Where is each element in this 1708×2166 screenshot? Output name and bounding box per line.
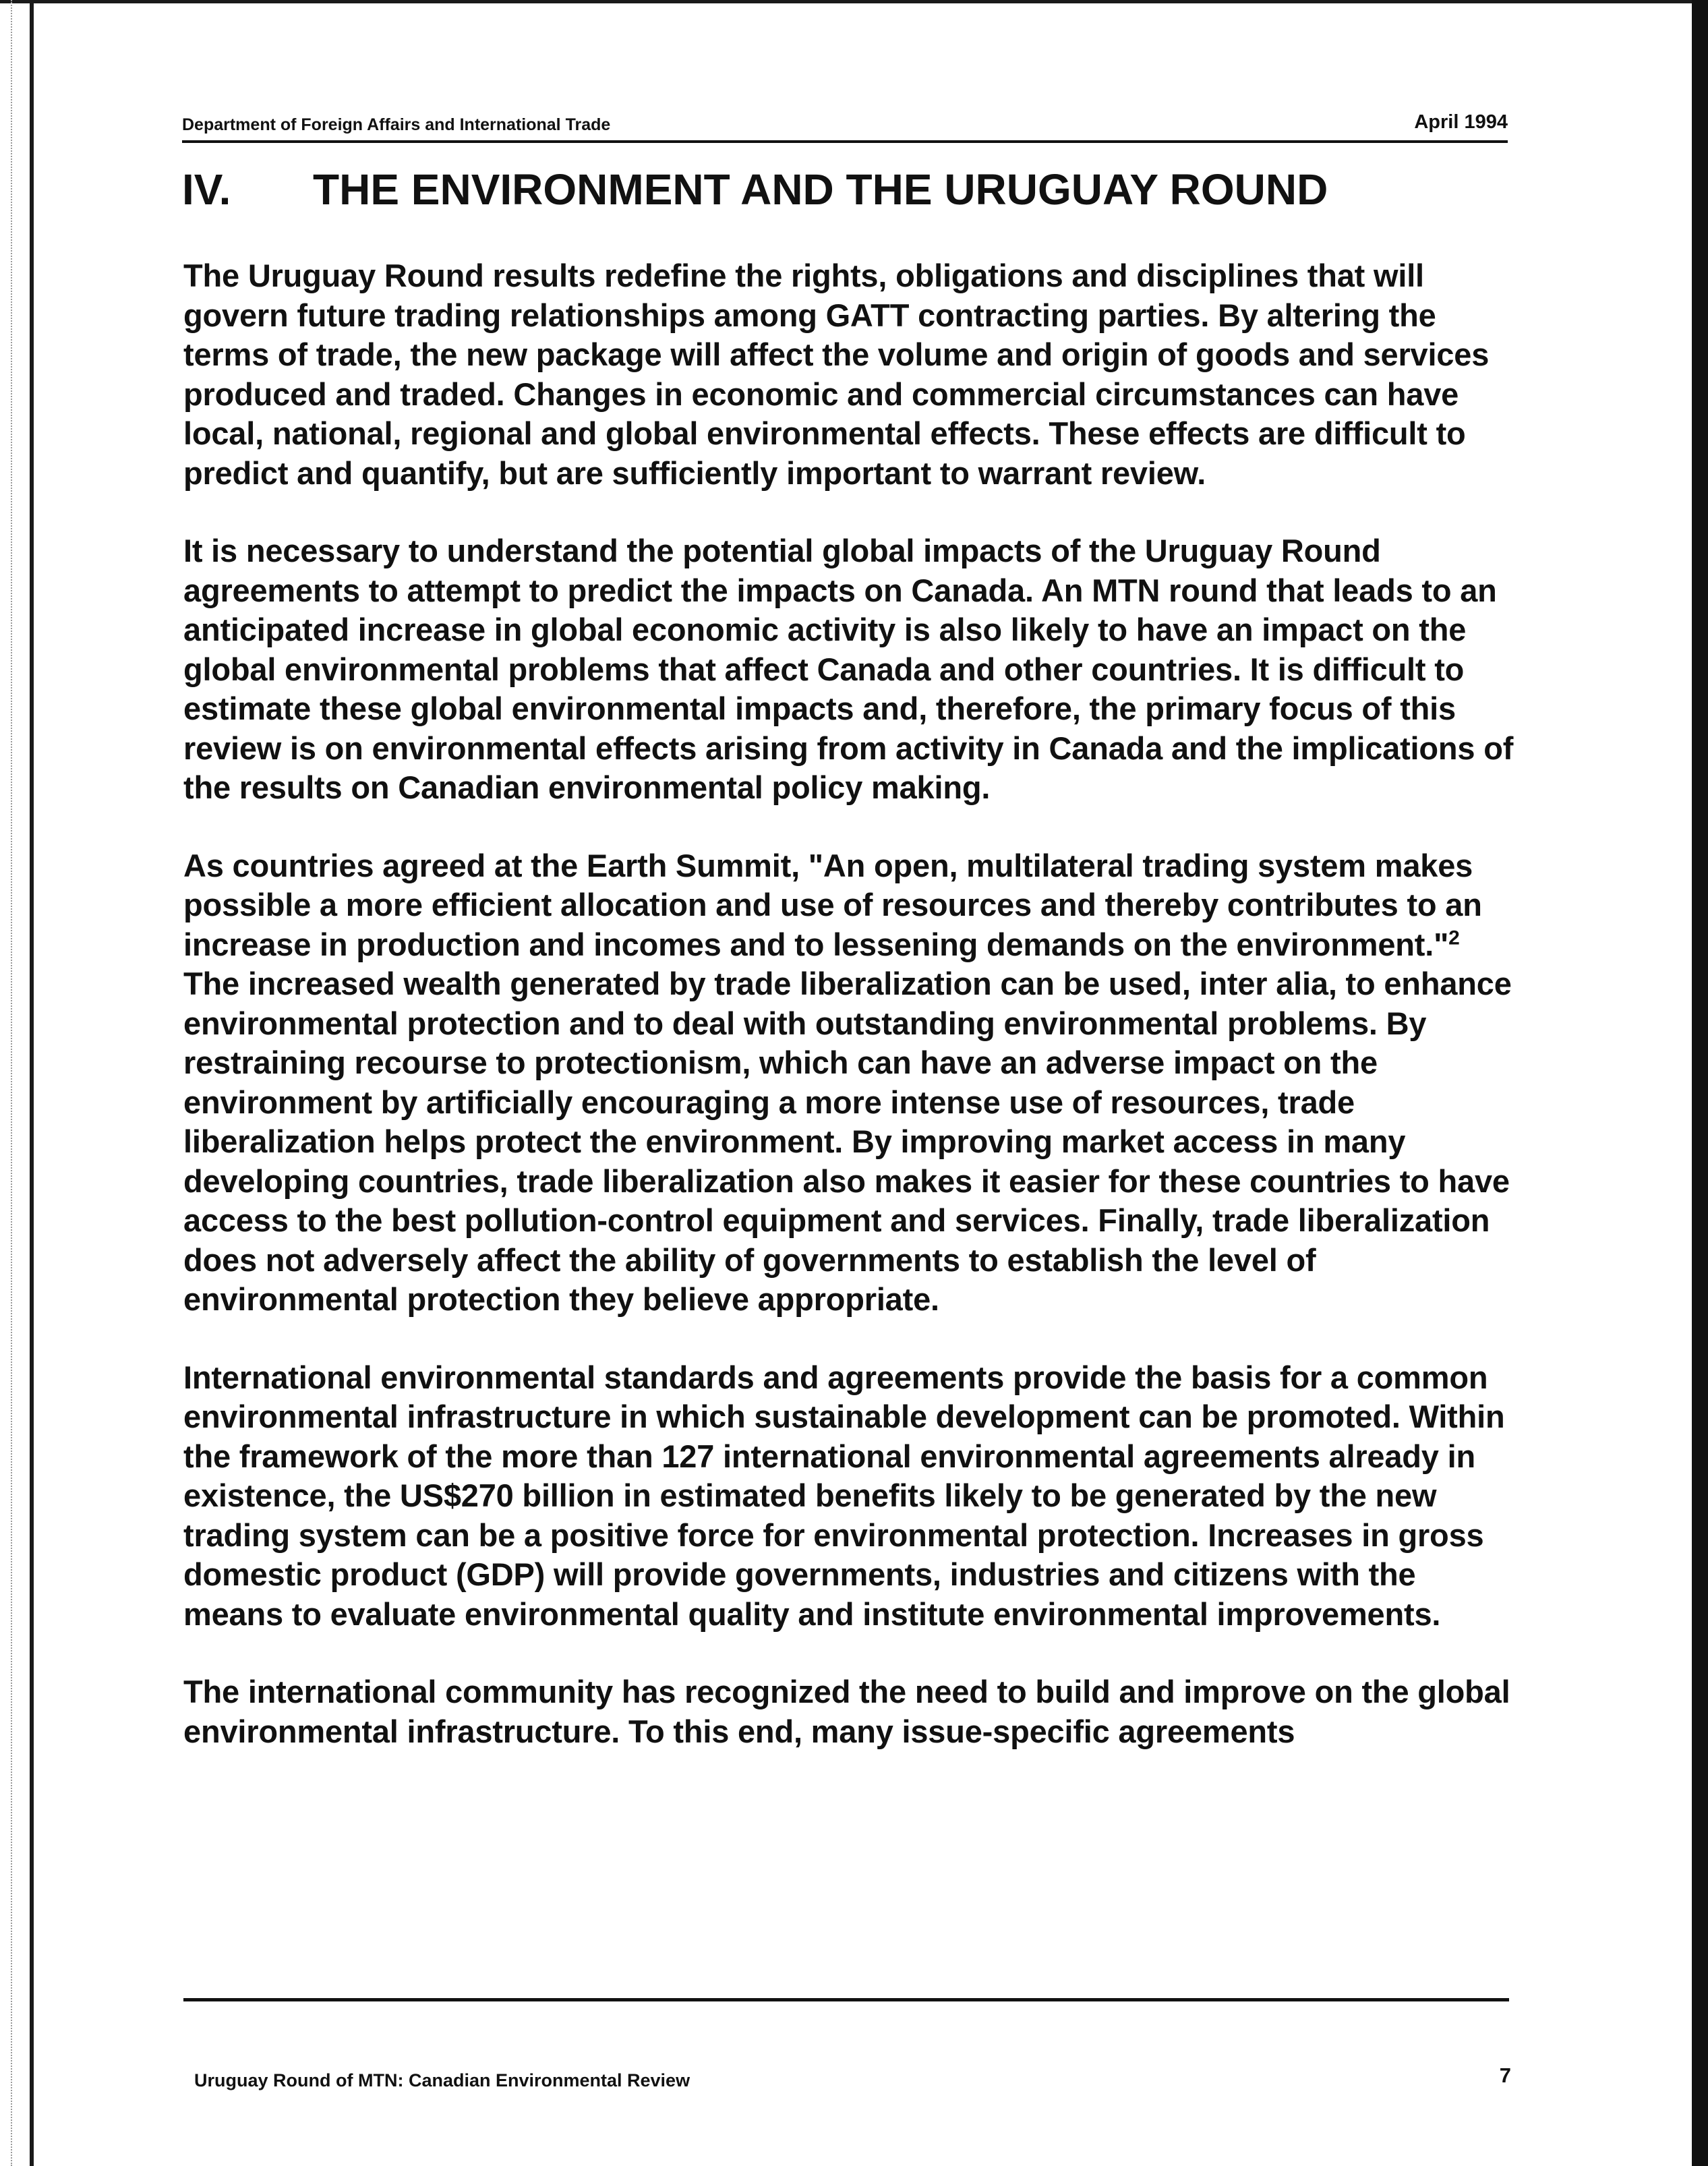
section-title-text: THE ENVIRONMENT AND THE URUGUAY ROUND [313,165,1328,214]
header-department: Department of Foreign Affairs and International Trade [182,115,611,134]
footer-publication-title: Uruguay Round of MTN: Canadian Environmental Review [194,2070,690,2090]
scan-border-left-dotted [11,0,13,2166]
footer-divider [183,1998,1509,2001]
scan-border-top [0,0,1708,3]
section-number: IV. [182,165,231,214]
paragraph-international-community: The international community has recognized the need to build and improve on the global environmental infrastructure. To this end, many issue-specific agreements [183,1674,1510,1749]
body-text [183,256,1519,1790]
paragraph-earth-summit [183,846,1519,1320]
paragraph-international-standards: International environmental standards and agreements provide the basis for a common environmental infrastructure in which sustainable development can be promoted. Within the framework of the more than 127 international environmental agreements already in existence, the US$270 billion in estimated benefits likely to be generated by the new trading system can be a positive force for environmental protection. Increases in gross domestic product (GDP) will provide governments, industries and citizens with the means to evaluate environmental quality and institute environmental improvements. [183,1359,1505,1632]
scan-border-right [1692,0,1708,2166]
page-number: 7 [1499,2063,1511,2087]
page-header [182,109,1508,143]
footnote-reference: 2 [1448,926,1460,949]
earth-summit-continuation: The increased wealth generated by trade liberalization can be used, inter alia, to enhance environmental protection and to deal with outstanding environmental problems. By restraining recourse to protectionism, which can have an adverse impact on the environment by artificially encouraging a more intense use of resources, trade liberalization helps protect the environment. By improving market access in many developing countries, trade liberalization also makes it easier for these countries to have access to the best pollution-control equipment and services. Finally, trade liberalization does not adversely affect the ability of governments to establish the level of environmental protection they believe appropriate. [183,966,1512,1317]
earth-summit-quote: As countries agreed at the Earth Summit, "An open, multilateral trading system makes possible a more efficient allocation and use of resources and thereby contributes to an increase in production and incomes and to lessening demands on the environment." [183,847,1482,962]
paragraph-trading-relationships: The Uruguay Round results redefine the rights, obligations and disciplines that will govern future trading relationships among GATT contracting parties. By altering the terms of trade, the new package will affect the volume and origin of goods and services produced and traded. Changes in economic and commercial circumstances can have local, national, regional and global environmental effects. These effects are difficult to predict and quantify, but are sufficiently important to warrant review. [183,258,1490,491]
paragraph-global-impacts: It is necessary to understand the potential global impacts of the Uruguay Round agreements to attempt to predict the impacts on Canada. An MTN round that leads to an anticipated increase in global economic activity is also likely to have an impact on the global environmental problems that affect Canada and other countries. It is difficult to estimate these global environmental impacts and, therefore, the primary focus of this review is on environmental effects arising from activity in Canada and the implications of the results on Canadian environmental policy making. [183,533,1514,805]
section-title [182,166,1508,213]
scan-border-left [30,0,34,2166]
header-date: April 1994 [1414,111,1508,133]
